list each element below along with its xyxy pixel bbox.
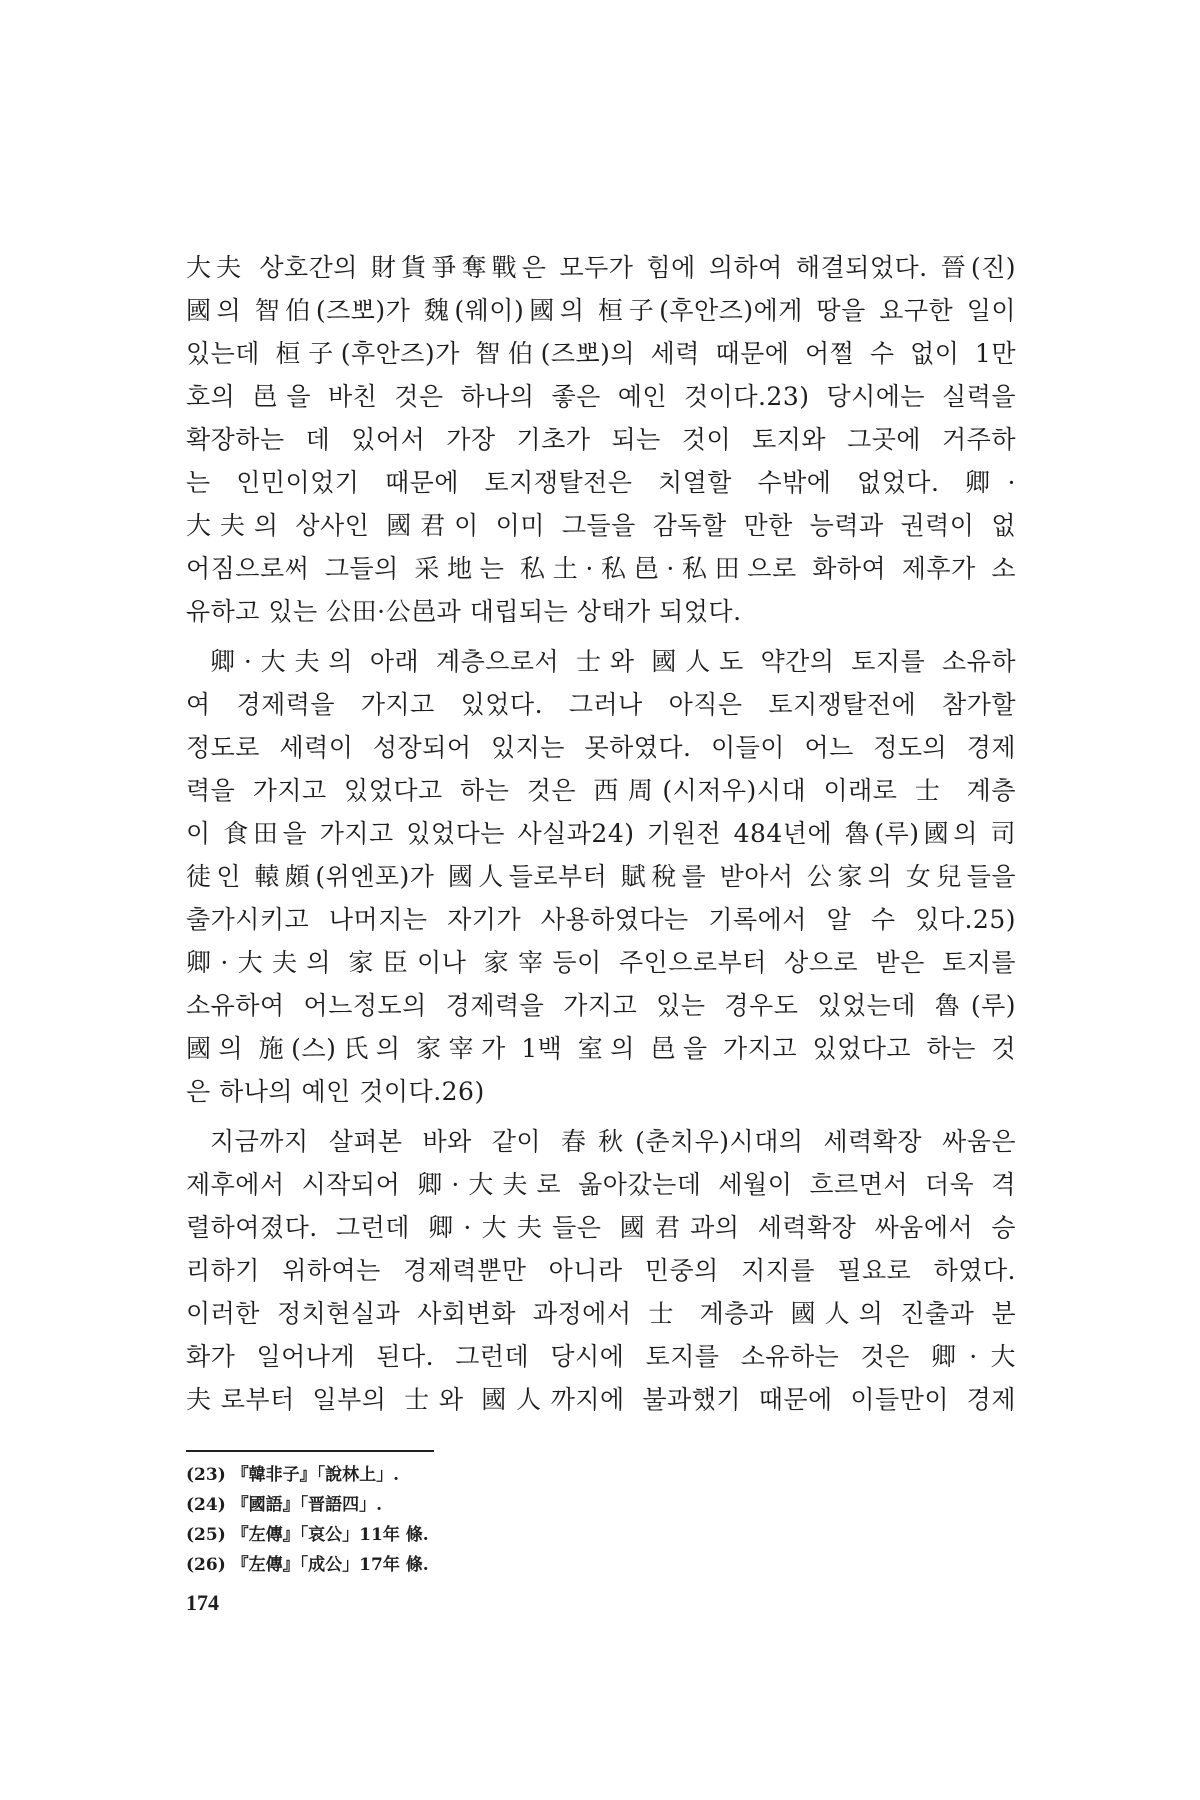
page-number: 174 bbox=[186, 1590, 219, 1615]
text-line: 어짐으로써 그들의 采地는 私土·私邑·私田으로 화하여 제후가 소 bbox=[186, 554, 1016, 583]
footnote-26: (26) 『左傳』「成公」17年 條. bbox=[186, 1555, 429, 1575]
text-line: 력을 가지고 있었다고 하는 것은 西周(시저우)시대 이래로 士 계층 bbox=[186, 776, 1016, 805]
text-line: 大夫 상호간의 財貨爭奪戰은 모두가 힘에 의하여 해결되었다. 晉(진) bbox=[186, 253, 1016, 282]
text-line: 夫로부터 일부의 士와 國人까지에 불과했기 때문에 이들만이 경제 bbox=[186, 1385, 1016, 1414]
paragraph-spacer bbox=[186, 633, 1016, 640]
text-line: 은 하나의 예인 것이다.26) bbox=[186, 1077, 485, 1106]
text-line: 있는데 桓子(후안즈)가 智伯(즈뽀)의 세력 때문에 어쩔 수 없이 1만 bbox=[186, 339, 1016, 368]
text-line: 國의 智伯(즈뽀)가 魏(웨이)國의 桓子(후안즈)에게 땅을 요구한 일이 bbox=[186, 296, 1016, 325]
paragraph-2 bbox=[186, 640, 1016, 1113]
text-line: 徒인 轅頗(위엔포)가 國人들로부터 賦稅를 받아서 公家의 女兒들을 bbox=[186, 862, 1016, 891]
text-line: 제후에서 시작되어 卿·大夫로 옮아갔는데 세월이 흐르면서 더욱 격 bbox=[186, 1170, 1016, 1199]
text-line: 는 인민이었기 때문에 토지쟁탈전은 치열할 수밖에 없었다. 卿· bbox=[186, 468, 1016, 497]
text-line: 大夫의 상사인 國君이 이미 그들을 감독할 만한 능력과 권력이 없 bbox=[186, 511, 1016, 540]
text-line: 소유하여 어느정도의 경제력을 가지고 있는 경우도 있었는데 魯(루) bbox=[186, 991, 1016, 1020]
footnote-24: (24) 『國語』「晋語四」. bbox=[186, 1495, 383, 1515]
text-line: 확장하는 데 있어서 가장 기초가 되는 것이 토지와 그곳에 거주하 bbox=[186, 425, 1016, 454]
text-line: 여 경제력을 가지고 있었다. 그러나 아직은 토지쟁탈전에 참가할 bbox=[186, 690, 1016, 719]
footnotes bbox=[186, 1460, 786, 1580]
text-line: 이 食田을 가지고 있었다는 사실과24) 기원전 484년에 魯(루)國의 司 bbox=[186, 819, 1016, 848]
text-line: 렬하여졌다. 그런데 卿·大夫들은 國君과의 세력확장 싸움에서 승 bbox=[186, 1213, 1016, 1242]
text-line: 정도로 세력이 성장되어 있지는 못하였다. 이들이 어느 정도의 경제 bbox=[186, 733, 1016, 762]
text-line: 화가 일어나게 된다. 그런데 당시에 토지를 소유하는 것은 卿·大 bbox=[186, 1342, 1016, 1371]
text-line: 이러한 정치현실과 사회변화 과정에서 士 계층과 國人의 진출과 분 bbox=[186, 1299, 1016, 1328]
text-line: 卿·大夫의 아래 계층으로서 士와 國人도 약간의 토지를 소유하 bbox=[210, 647, 1016, 676]
text-line: 지금까지 살펴본 바와 같이 春秋(춘치우)시대의 세력확장 싸움은 bbox=[210, 1127, 1016, 1156]
footnote-23: (23) 『韓非子』「說林上」. bbox=[186, 1465, 400, 1485]
text-line: 리하기 위하여는 경제력뿐만 아니라 민중의 지지를 필요로 하였다. bbox=[186, 1256, 1016, 1285]
footnote-25: (25) 『左傳』「哀公」11年 條. bbox=[186, 1525, 429, 1545]
paragraph-1 bbox=[186, 246, 1016, 633]
text-line: 출가시키고 나머지는 자기가 사용하였다는 기록에서 알 수 있다.25) bbox=[186, 905, 1016, 934]
text-line: 國의 施(스)氏의 家宰가 1백 室의 邑을 가지고 있었다고 하는 것 bbox=[186, 1034, 1016, 1063]
text-line: 유하고 있는 公田·公邑과 대립되는 상태가 되었다. bbox=[186, 597, 742, 626]
body-text bbox=[186, 246, 1016, 1421]
text-line: 卿·大夫의 家臣이나 家宰등이 주인으로부터 상으로 받은 토지를 bbox=[186, 948, 1016, 977]
paragraph-spacer bbox=[186, 1113, 1016, 1120]
text-line: 호의 邑을 바친 것은 하나의 좋은 예인 것이다.23) 당시에는 실력을 bbox=[186, 382, 1016, 411]
paragraph-3 bbox=[186, 1120, 1016, 1421]
footnote-divider bbox=[186, 1450, 434, 1452]
